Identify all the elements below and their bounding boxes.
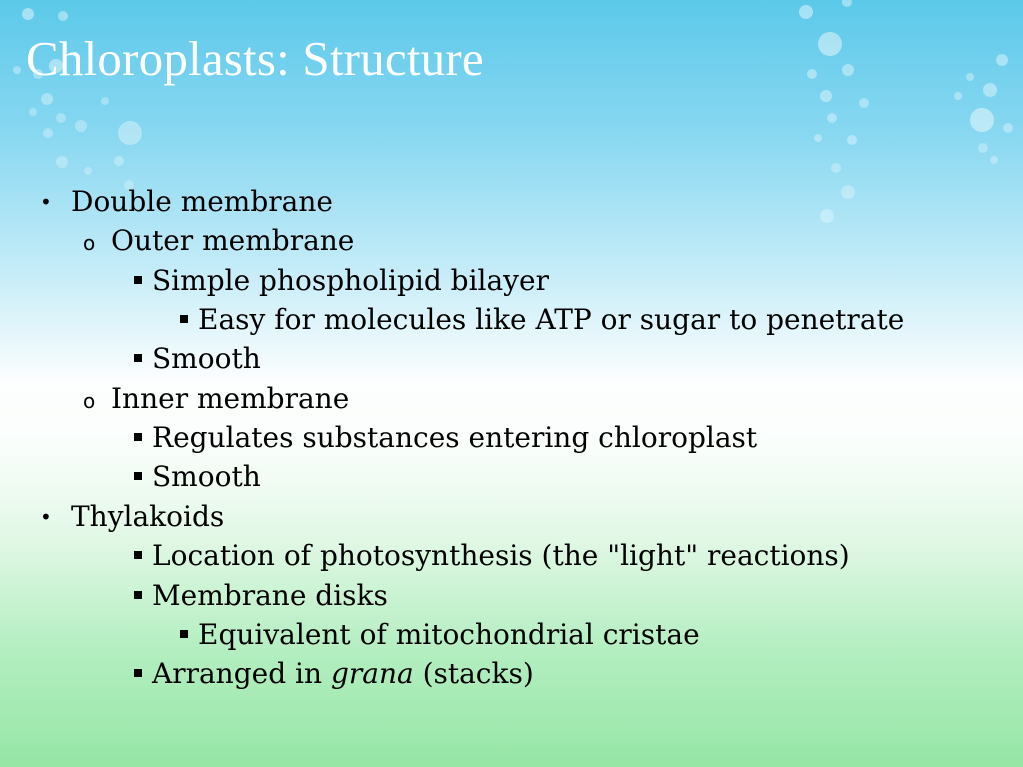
bullet-text: Thylakoids [71,500,225,533]
bullet-item-double-membrane [40,184,333,220]
bullet-text: Simple phospholipid bilayer [152,264,549,297]
bullet-text: Regulates substances entering chloroplast [152,421,758,454]
bullet-text: Easy for molecules like ATP or sugar to penetrate [198,303,905,336]
bullet-text: Location of photosynthesis (the "light" reactions) [152,539,850,572]
bullet-dot-icon: • [40,505,52,529]
bullet-text: Membrane disks [152,579,388,612]
bullet-text-italic: grana [330,657,414,690]
bullet-square-icon [134,472,142,480]
bullet-circle-icon: o [83,231,96,255]
bullet-item-arranged-in-grana [152,656,534,692]
bullet-square-icon [180,315,188,323]
bullet-text: Inner membrane [111,382,350,415]
bullet-item-easy-for-molecules [198,302,904,338]
bullet-item-smooth-inner [152,459,261,495]
bullet-dot-icon: • [40,190,52,214]
bullet-item-equivalent-of-cristae [198,617,700,653]
bullet-item-outer-membrane [83,223,355,259]
bullet-item-membrane-disks [152,578,388,614]
bullet-text-part: (stacks) [413,657,534,690]
bullet-square-icon [134,433,142,441]
bullet-square-icon [134,276,142,284]
bullet-item-simple-phospholipid-bilayer [152,263,549,299]
bullet-item-regulates-substances [152,420,757,456]
bullet-text: Double membrane [71,185,333,218]
bullet-text [152,657,534,690]
bullet-text: Smooth [152,342,261,375]
bullet-text: Outer membrane [111,224,355,257]
bullet-item-location-of-photosynthesis [152,538,850,574]
bullet-item-thylakoids [40,499,225,535]
bullet-square-icon [134,669,142,677]
bullet-text-part: Arranged in [152,657,331,690]
bullet-square-icon [134,551,142,559]
bullet-square-icon [134,354,142,362]
bullet-text: Smooth [152,460,261,493]
bullet-circle-icon: o [83,389,96,413]
bullet-item-inner-membrane [83,381,350,417]
bullet-text: Equivalent of mitochondrial cristae [198,618,700,651]
bullet-item-smooth-outer [152,341,261,377]
slide-title: Chloroplasts: Structure [26,31,484,86]
bullet-square-icon [180,630,188,638]
bullet-square-icon [134,591,142,599]
